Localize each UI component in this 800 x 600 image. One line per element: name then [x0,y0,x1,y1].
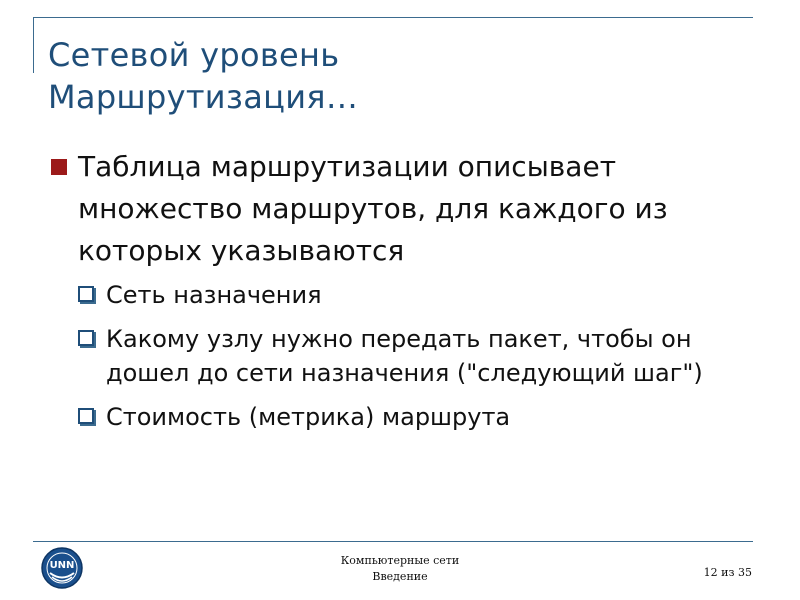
title-line-1: Сетевой уровень [48,36,340,74]
title-line-2: Маршрутизация… [48,78,359,116]
footer-course-title: Компьютерные сети [340,554,460,567]
footer-section-title: Введение [372,570,428,583]
sub-bullet-text: Сеть назначения [106,281,322,309]
main-bullet-text: Таблица маршрутизации описывает множество маршрутов, для каждого из которых указываются [78,150,668,267]
checkbox-bullet-icon [78,330,94,346]
frame-left-line [33,17,34,73]
slide-title [48,34,358,118]
sub-bullet [78,322,778,390]
sub-bullet [78,400,778,434]
university-logo-icon [40,546,84,590]
sub-bullet [78,278,778,312]
logo-lettering: UNN [49,560,75,571]
page-number: 12 из 35 [703,566,752,579]
footer-divider [33,541,753,542]
sub-bullet-list [78,278,778,434]
square-bullet-icon [51,159,67,175]
sub-bullet-text: Стоимость (метрика) маршрута [106,403,511,431]
main-bullet [48,146,778,272]
frame-top-line [33,17,753,18]
checkbox-bullet-icon [78,408,94,424]
checkbox-bullet-icon [78,286,94,302]
slide-content [48,146,778,444]
sub-bullet-text: Какому узлу нужно передать пакет, чтобы он дошел до сети назначения ("следующий шаг") [106,325,703,387]
